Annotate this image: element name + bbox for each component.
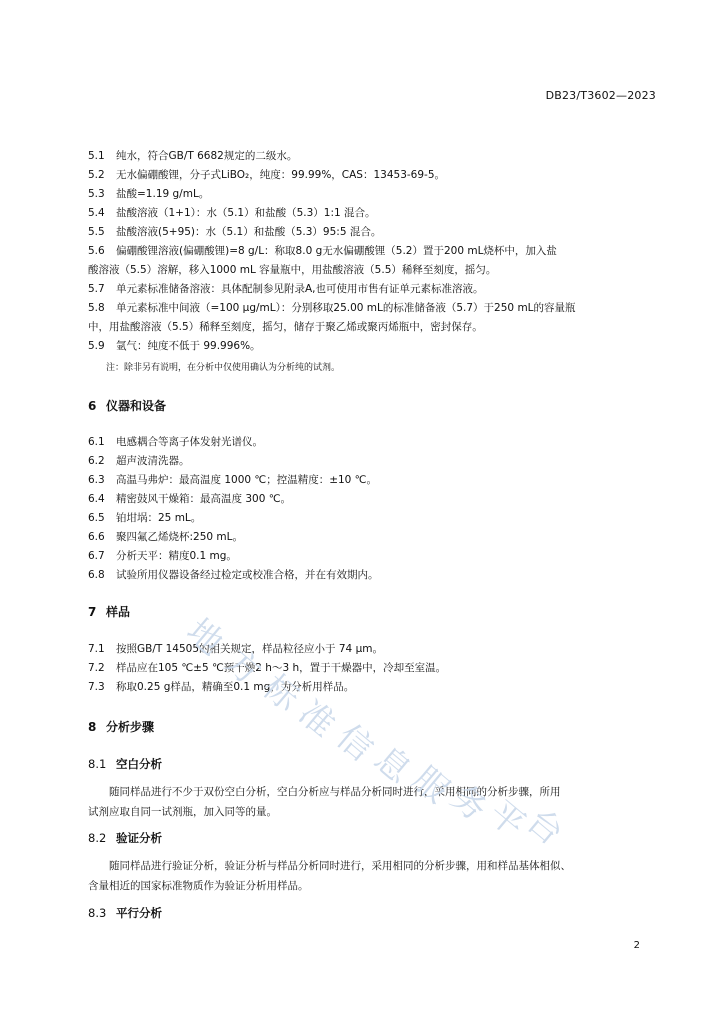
list-item: 6.8 试验所用仪器设备经过检定或校准合格，并在有效期内。 xyxy=(88,569,379,581)
list-item: 6.2 超声波清洗器。 xyxy=(88,455,190,467)
subsection-heading: 8.3 平行分析 xyxy=(88,906,162,920)
section-heading: 8 分析步骤 xyxy=(88,720,155,734)
list-item: 5.3 盐酸=1.19 g/mL。 xyxy=(88,188,210,200)
page-number: 2 xyxy=(633,940,640,951)
note: 注：除非另有说明，在分析中仅使用确认为分析纯的试剂。 xyxy=(106,363,341,373)
document-code: DB23/T3602—2023 xyxy=(545,89,656,102)
list-item: 5.9 氩气：纯度不低于 99.996%。 xyxy=(88,340,261,352)
subsection-heading: 8.2 验证分析 xyxy=(88,831,162,845)
list-item: 6.3 高温马弗炉：最高温度 1000 ℃；控温精度：±10 ℃。 xyxy=(88,474,377,486)
subsection-heading: 8.1 空白分析 xyxy=(88,757,162,771)
list-item: 7.1 按照GB/T 14505的相关规定，样品粒径应小于 74 μm。 xyxy=(88,643,383,655)
list-item: 5.2 无水偏硼酸锂，分子式LiBO₂，纯度：99.99%，CAS：13453-69-5。 xyxy=(88,169,445,181)
list-item: 5.1 纯水，符合GB/T 6682规定的二级水。 xyxy=(88,150,298,162)
list-item: 6.7 分析天平：精度0.1 mg。 xyxy=(88,550,237,562)
list-item: 5.6 偏硼酸锂溶液(偏硼酸锂)=8 g/L：称取8.0 g无水偏硼酸锂（5.2）置于200 mL烧杯中，加入盐 xyxy=(88,245,557,257)
section-heading: 7 样品 xyxy=(88,605,131,619)
list-item-continuation: 中，用盐酸溶液（5.5）稀释至刻度，摇匀，储存于聚乙烯或聚丙烯瓶中，密封保存。 xyxy=(88,321,483,333)
list-item: 6.4 精密鼓风干燥箱：最高温度 300 ℃。 xyxy=(88,493,292,505)
watermark: 地 方 标 准 信 息 服 务 平 台 xyxy=(178,610,571,854)
section-heading: 6 仪器和设备 xyxy=(88,399,167,413)
list-item: 5.8 单元素标准中间液（=100 μg/mL）：分别移取25.00 mL的标准储备液（5.7）于250 mL的容量瓶 xyxy=(88,302,576,314)
list-item: 7.3 称取0.25 g样品，精确至0.1 mg，为分析用样品。 xyxy=(88,681,355,693)
list-item: 6.6 聚四氟乙烯烧杯:250 mL。 xyxy=(88,531,243,543)
list-item: 6.1 电感耦合等离子体发射光谱仪。 xyxy=(88,436,263,448)
equipment-list xyxy=(88,433,658,585)
list-item: 6.5 铂坩埚：25 mL。 xyxy=(88,512,202,524)
list-item: 7.2 样品应在105 ℃±5 ℃预干燥2 h～3 h，置于干燥器中，冷却至室温。 xyxy=(88,662,447,674)
list-item-continuation: 酸溶液（5.5）溶解，移入1000 mL 容量瓶中，用盐酸溶液（5.5）稀释至刻度，摇匀。 xyxy=(88,264,497,276)
paragraph: 随同样品进行不少于双份空白分析，空白分析应与样品分析同时进行，采用相同的分析步骤，所用 试剂应取自同一试剂瓶，加入同等的量。 xyxy=(88,786,561,818)
list-item: 5.4 盐酸溶液（1+1）：水（5.1）和盐酸（5.3）1:1 混合。 xyxy=(88,207,376,219)
sample-list xyxy=(88,640,658,697)
paragraph: 随同样品进行验证分析，验证分析与样品分析同时进行，采用相同的分析步骤，用和样品基体相似、 含量相近的国家标准物质作为验证分析用样品。 xyxy=(88,860,571,892)
list-item: 5.5 盐酸溶液(5+95)：水（5.1）和盐酸（5.3）95:5 混合。 xyxy=(88,226,382,238)
list-item: 5.7 单元素标准储备溶液：具体配制参见附录A,也可使用市售有证单元素标准溶液。 xyxy=(88,283,484,295)
reagent-list xyxy=(88,147,658,356)
